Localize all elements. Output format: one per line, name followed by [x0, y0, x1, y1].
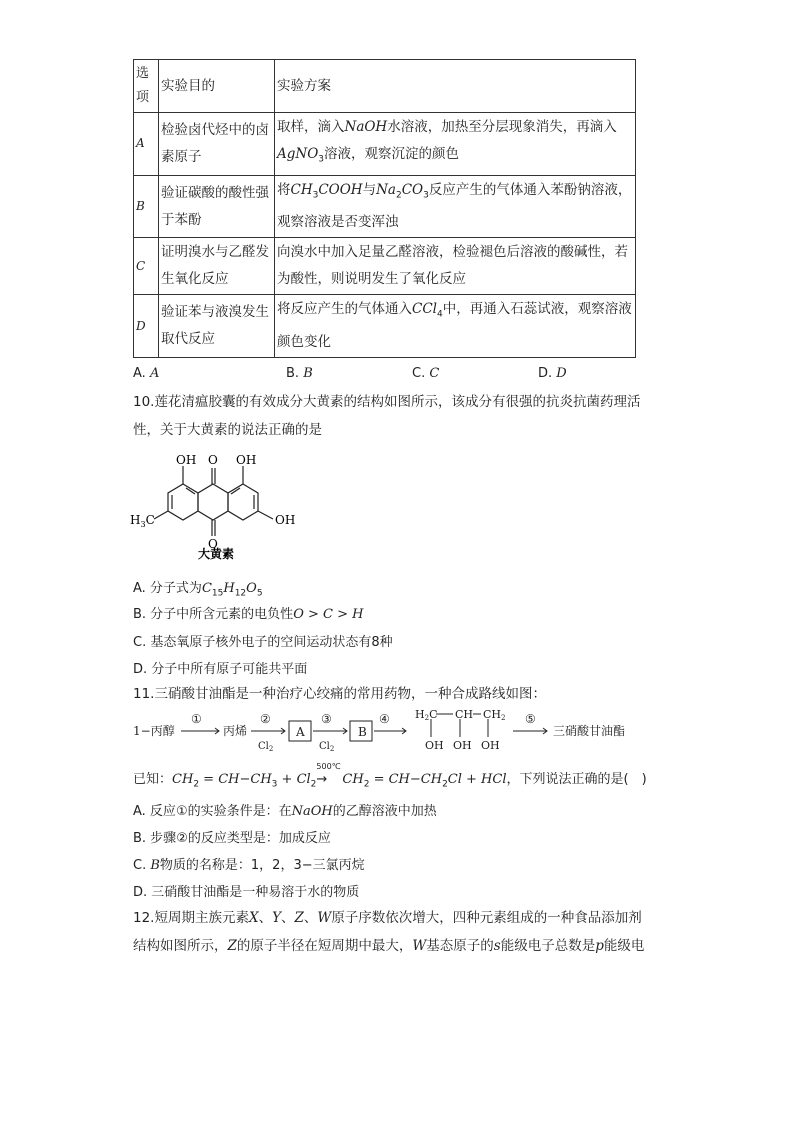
- row-option: A: [134, 113, 159, 176]
- q11-option-d: D. 三硝酸甘油酯是一种易溶于水的物质: [133, 885, 360, 900]
- svg-text:Cl2: $Cl_2$: [258, 741, 274, 753]
- table-row: [134, 175, 636, 238]
- oh-bottom-label: OH: [275, 513, 296, 527]
- known-reaction: 已知：$CH_2 = CH-CH_3 + Cl_2$ 500℃ → $CH_2 = CH-CH_2Cl$ + HCl，下列说法正确的是( ): [133, 762, 647, 790]
- row-scheme: 向溴水中加入足量乙醛溶液，检验褪色后溶液的酸碱性，若为酸性，则说明发生了氧化反应: [275, 238, 636, 295]
- q10-option-a: A. 分子式为$C_{15}H_{12}O_5$: [133, 581, 263, 599]
- answer-a: A. A: [133, 366, 160, 381]
- row-option: C: [134, 238, 159, 295]
- q11-option-c: C. B物质的名称是：1，2，3−三氯丙烷: [133, 858, 365, 873]
- svg-text:三硝酸甘油酯: 三硝酸甘油酯: [553, 724, 626, 738]
- svg-text:②: ②: [260, 712, 271, 726]
- svg-text:①: ①: [191, 712, 202, 726]
- q11-option-b: B. 步骤②的反应类型是：加成反应: [133, 831, 331, 846]
- row-purpose: 验证苯与液溴发生取代反应: [159, 295, 275, 358]
- svg-text:CH: CH: [455, 708, 474, 721]
- header-scheme: 实验方案: [275, 60, 636, 113]
- oh-right-label: OH: [236, 453, 257, 467]
- svg-text:1−丙醇: 1−丙醇: [133, 724, 175, 738]
- methyl-label: $H_3C$: [130, 513, 155, 529]
- header-purpose: 实验目的: [159, 60, 275, 113]
- question-12-stem: 12.短周期主族元素X、Y、Z、W原子序数依次增大，四种元素组成的一种食品添加剂 结构如图所示，Z的原子半径在短周期中最大，W基态原子的s能级电子总数是p能级电: [133, 910, 645, 954]
- svg-text:A: A: [296, 725, 305, 739]
- svg-text:丙烯: 丙烯: [223, 724, 248, 738]
- o-bottom-label: O: [208, 537, 218, 551]
- svg-text:B: B: [358, 725, 367, 739]
- oh-left-label: OH: [176, 453, 197, 467]
- question-11-stem: 11.三硝酸甘油酯是一种治疗心绞痛的常用药物，一种合成路线如图：: [133, 686, 546, 702]
- answer-b: B. B: [286, 366, 313, 381]
- svg-text:⑤: ⑤: [525, 712, 536, 726]
- table-row: [134, 238, 636, 295]
- svg-text:OH: OH: [481, 739, 500, 752]
- q10-option-b: B. 分子中所含元素的电负性O > C > H: [133, 607, 364, 622]
- svg-text:④: ④: [379, 712, 390, 726]
- row-purpose: 检验卤代烃中的卤素原子: [159, 113, 275, 176]
- question-10-stem: 10.莲花清瘟胶囊的有效成分大黄素的结构如图所示，该成分有很强的抗炎抗菌药理活 性，关于大黄素的说法正确的是: [133, 394, 641, 438]
- row-option: D: [134, 295, 159, 358]
- svg-text:CH2: CH2: [483, 708, 506, 722]
- o-top-label: O: [208, 453, 218, 467]
- synthesis-route: [133, 706, 653, 756]
- row-purpose: 验证碳酸的酸性强于苯酚: [159, 175, 275, 238]
- answer-d: D. D: [538, 366, 567, 381]
- q10-option-c: C. 基态氧原子核外电子的空间运动状态有8种: [133, 635, 393, 650]
- table-row: [134, 113, 636, 176]
- options-table: [133, 59, 636, 358]
- svg-text:OH: OH: [453, 739, 472, 752]
- structure-caption: 大黄素: [198, 547, 235, 561]
- emodin-structure: [128, 446, 318, 566]
- q11-option-a: A. 反应①的实验条件是：在NaOH的乙醇溶液中加热: [133, 804, 437, 819]
- row-purpose: 证明溴水与乙醛发生氧化反应: [159, 238, 275, 295]
- svg-text:Cl2: $Cl_2$: [319, 741, 335, 753]
- svg-text:H2C: H2C: [415, 708, 438, 722]
- row-scheme: 将反应产生的气体通入CCl$_4$中，再通入石蕊试液，观察溶液颜色变化: [275, 295, 636, 358]
- table-header-row: [134, 60, 636, 113]
- header-option: 选项: [134, 60, 159, 113]
- svg-text:OH: OH: [425, 739, 444, 752]
- q10-option-d: D. 分子中所有原子可能共平面: [133, 662, 308, 677]
- row-option: B: [134, 175, 159, 238]
- row-scheme: 将$CH_3COOH$与$Na_2CO_3$反应产生的气体通入苯酚钠溶液，观察溶液是否变浑浊: [275, 175, 636, 238]
- svg-text:③: ③: [321, 712, 332, 726]
- row-scheme: 取样，滴入NaOH水溶液，加热至分层现象消失，再滴入AgNO$_3$溶液，观察沉淀的颜色: [275, 113, 636, 176]
- answer-c: C. C: [412, 366, 440, 381]
- table-row: [134, 295, 636, 358]
